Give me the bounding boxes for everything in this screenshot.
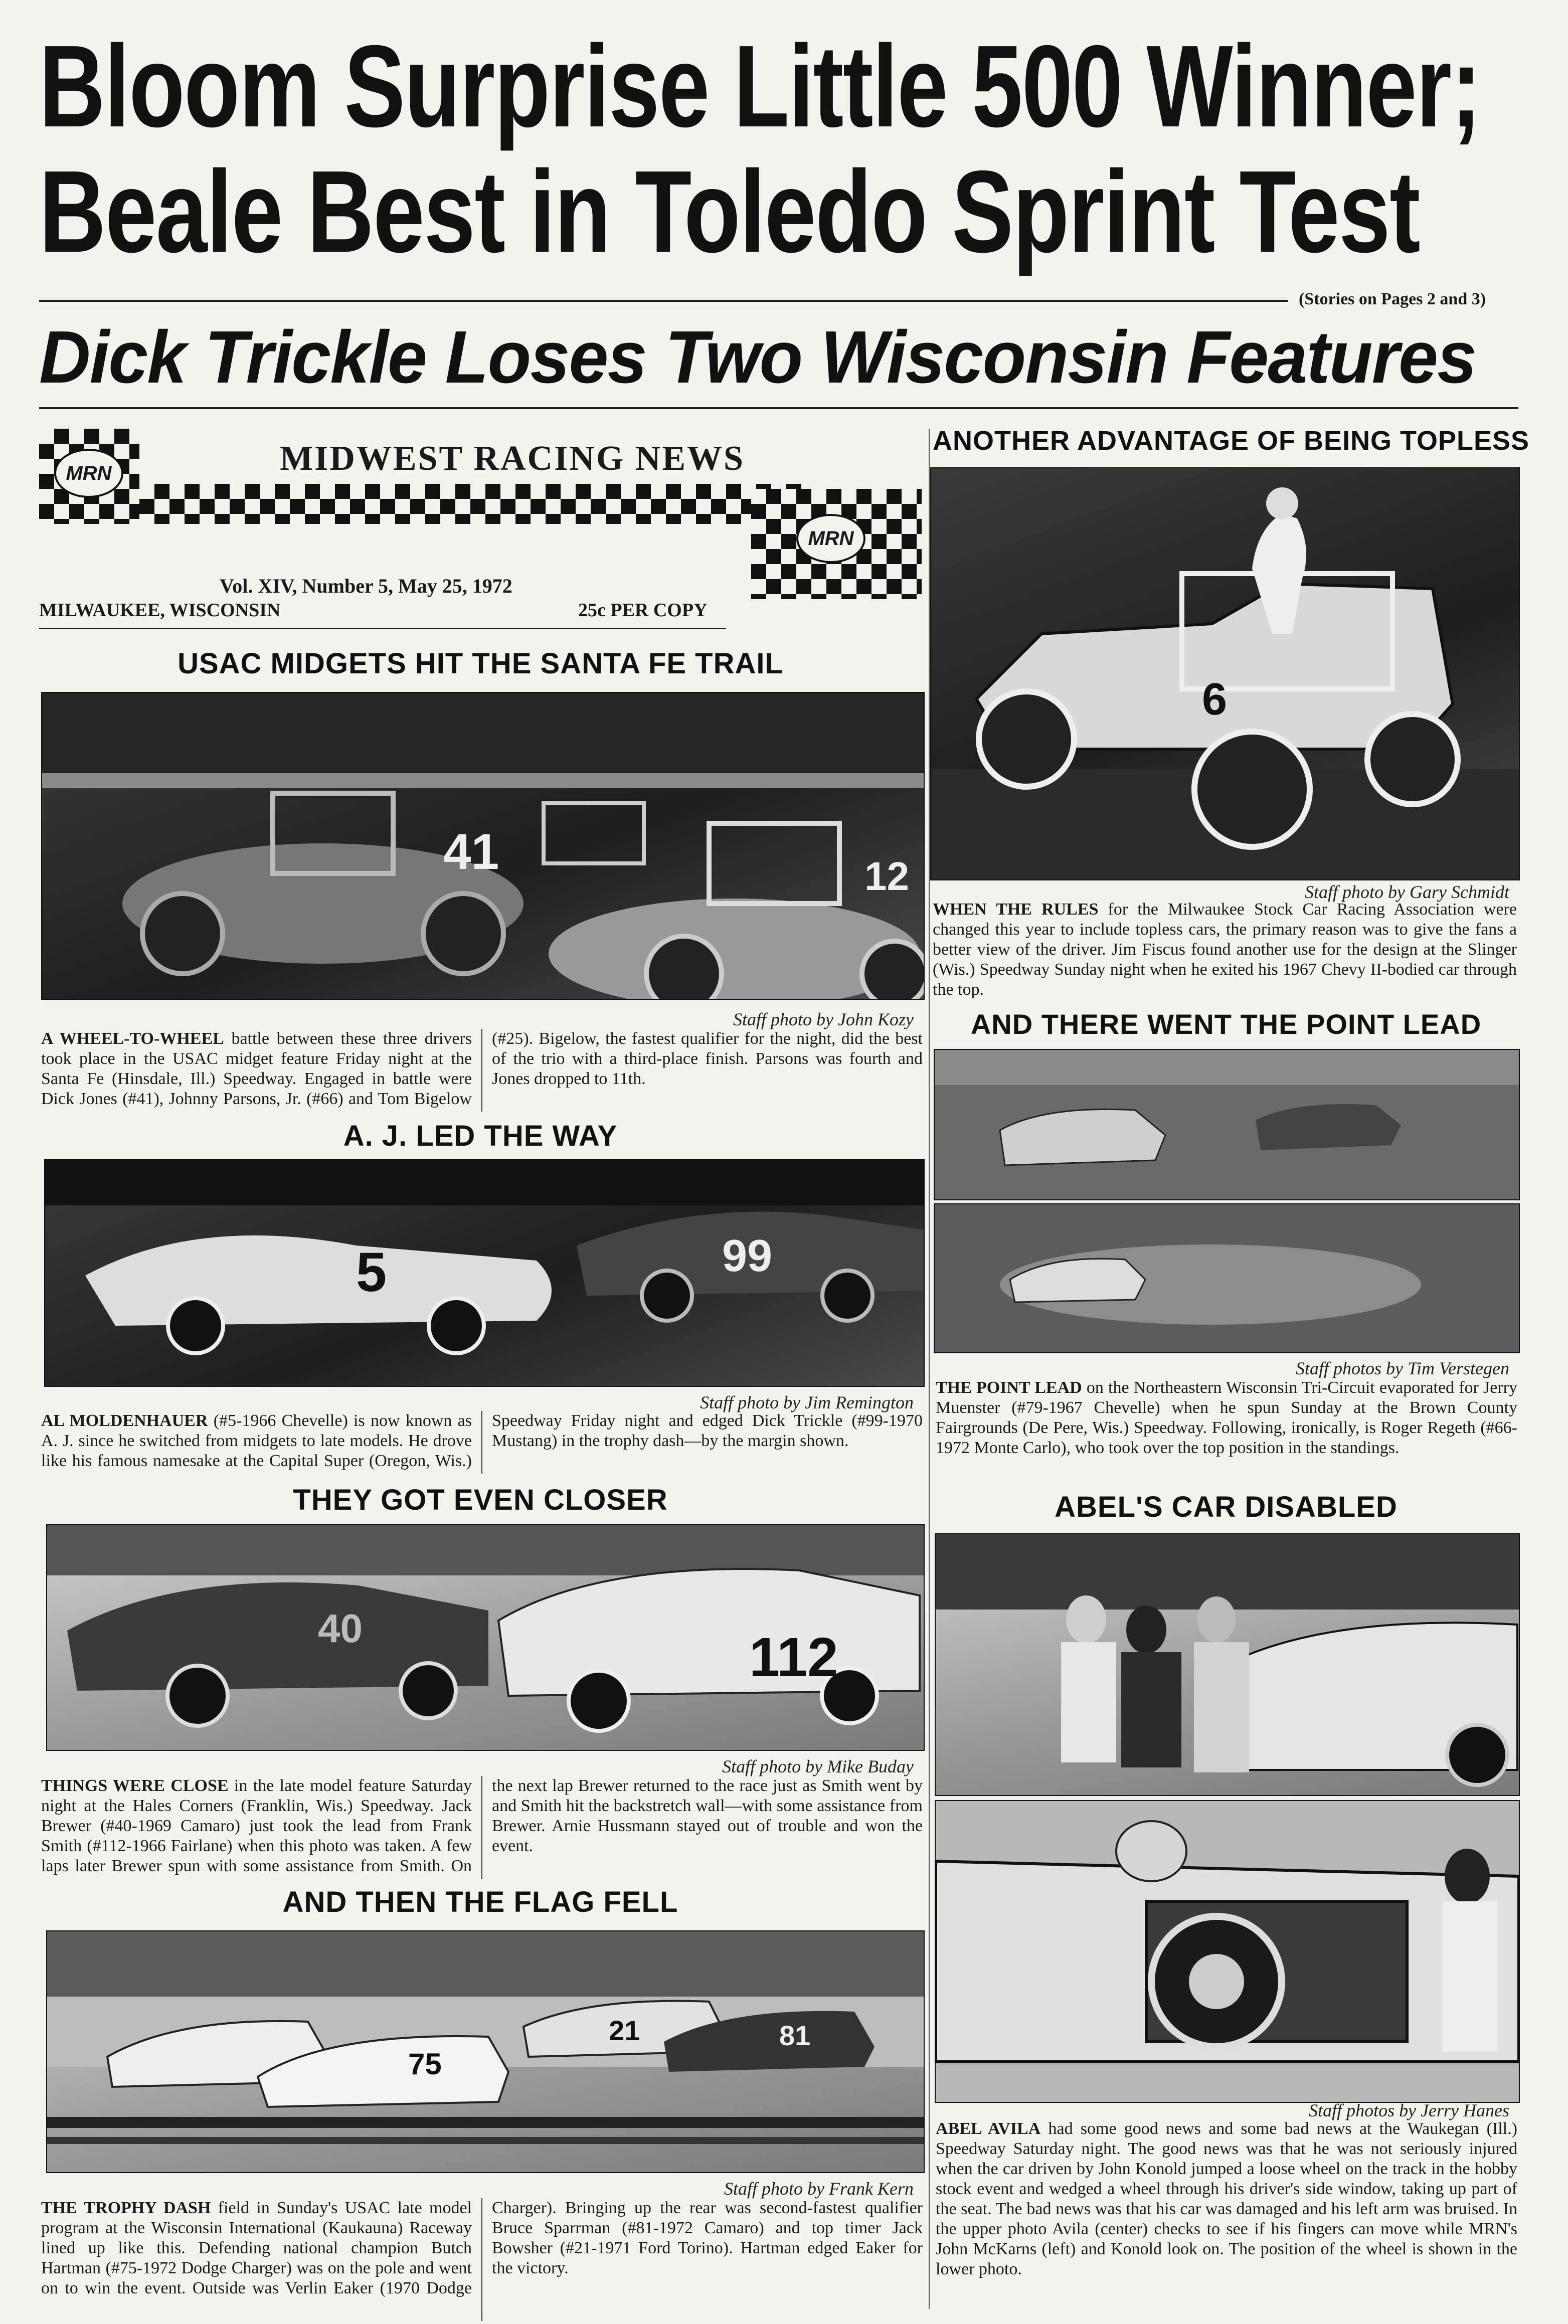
subhead-rule — [39, 407, 1518, 409]
car-number-6: 6 — [1202, 674, 1228, 725]
car-number-99: 99 — [722, 1231, 773, 1281]
car-number-112: 112 — [749, 1627, 838, 1688]
column-divider — [929, 429, 930, 2309]
late-model-cars-illustration — [45, 1160, 924, 1386]
credit-topless: Staff photo by Gary Schmidt — [1305, 882, 1509, 902]
caption-text: (#5-1966 Chevelle) is now known as A. J. since he switched from midgets to late models. He drove like his famous namesake at the Capital Super (Oregon, Wis.) Speedway Friday night and edged Dick Trickle (#99-1970 Mustang) in the trophy dash—by the margin shown. — [41, 1411, 923, 1470]
caption-lead: THE POINT LEAD — [936, 1378, 1082, 1397]
headline-line-1: Bloom Surprise Little 500 Winner; — [39, 22, 1481, 152]
credit-aj: Staff photo by Jim Remington — [700, 1392, 914, 1412]
masthead-volume: Vol. XIV, Number 5, May 25, 1972 — [220, 575, 512, 597]
car-number-75: 75 — [408, 2047, 442, 2081]
credit-santa-fe: Staff photo by John Kozy — [733, 1009, 914, 1029]
trophy-dash-illustration — [47, 1931, 924, 2172]
masthead-price: 25c PER COPY — [578, 600, 708, 621]
section-title-aj: A. J. LED THE WAY — [343, 1120, 618, 1152]
caption-lead: AL MOLDENHAUER — [41, 1411, 208, 1430]
section-title-topless: ANOTHER ADVANTAGE OF BEING TOPLESS — [933, 426, 1530, 456]
photo-point-lead-top — [934, 1049, 1520, 1200]
wheel-in-window-illustration — [936, 1801, 1519, 2102]
car-number-5: 5 — [356, 1241, 387, 1303]
caption-flag — [41, 2198, 923, 2321]
masthead-logo-right — [796, 514, 865, 563]
caption-text: field in Sunday's USAC late model program at the Wisconsin International (Kaukauna) Raceway lined up like this. Defending national champion Butch Hartman (#75-1972 Dodge Charger) was on the pole and went on to win the event. Outside was Verlin Eaker (1970 Dodge Charger). Bringing up the rear was second-fastest qualifier Bruce Sparrman (#81-1972 Camaro) and top timer Jack Bowsher (#21-1971 Ford Torino). Hartman edged Eaker for the victory. — [41, 2199, 923, 2297]
car-number-41: 41 — [443, 824, 499, 880]
stories-reference: (Stories on Pages 2 and 3) — [1299, 290, 1486, 308]
photo-abel-bottom — [935, 1800, 1520, 2103]
car-number-81: 81 — [779, 2020, 811, 2051]
headline-rule — [39, 300, 1288, 302]
photo-point-lead-bottom — [934, 1203, 1520, 1353]
caption-lead: ABEL AVILA — [936, 2119, 1041, 2138]
caption-text: in the late model feature Saturday night at the Hales Corners (Franklin, Wis.) Speedway. Jack Brewer (#40-1969 Camaro) just took the lead from Frank Smith (#112-1966 Fairlane) when this photo was taken. A few laps later Brewer spun with some assistance from Smith. On the next lap Brewer returned to the race just as Smith went by and Smith hit the backstretch wall—with some assistance from Brewer. Arnie Hussmann stayed out of trouble and won the event. — [41, 1776, 923, 1875]
caption-closer — [41, 1776, 923, 1879]
caption-lead: THE TROPHY DASH — [41, 2199, 211, 2217]
caption-lead: WHEN THE RULES — [933, 900, 1099, 919]
car-number-12: 12 — [864, 854, 909, 899]
spin-cars-illustration — [935, 1050, 1519, 1199]
masthead-logo-left — [54, 449, 123, 498]
credit-point-lead: Staff photos by Tim Verstegen — [1296, 1358, 1509, 1378]
subhead: Dick Trickle Loses Two Wisconsin Features — [39, 316, 1476, 399]
caption-text: on the Northeastern Wisconsin Tri-Circuit evaporated for Jerry Muenster (#79-1967 Chevelle) when he spun Sunday at the Brown County Fairgrounds (De Pere, Wis.) Speedway. Following, ironically, is Roger Regeth (#66-1972 Monte Carlo), who took over the top position in the standings. — [936, 1378, 1518, 1457]
caption-point-lead — [936, 1378, 1517, 1478]
credit-closer: Staff photo by Mike Buday — [722, 1756, 914, 1776]
car-number-40: 40 — [318, 1606, 363, 1651]
credit-abel: Staff photos by Jerry Hanes — [1309, 2100, 1509, 2120]
masthead-rule — [39, 628, 726, 629]
photo-abel-top — [935, 1533, 1520, 1796]
section-title-flag: AND THEN THE FLAG FELL — [282, 1886, 678, 1918]
section-title-point-lead: AND THERE WENT THE POINT LEAD — [970, 1008, 1482, 1040]
inspection-illustration — [936, 1534, 1519, 1795]
photo-closer — [46, 1524, 925, 1751]
car-number-21: 21 — [609, 2015, 640, 2046]
caption-abel — [936, 2119, 1517, 2319]
photo-santa-fe — [41, 692, 925, 1000]
caption-aj — [41, 1411, 923, 1474]
dust-cloud-illustration — [935, 1204, 1519, 1352]
masthead-logo-text: MRN — [808, 527, 854, 550]
photo-flag — [46, 1930, 925, 2173]
masthead-logo-text: MRN — [66, 462, 112, 484]
caption-santa-fe — [41, 1029, 923, 1112]
section-title-santa-fe: USAC MIDGETS HIT THE SANTA FE TRAIL — [178, 647, 783, 680]
caption-text: for the Milwaukee Stock Car Racing Association were changed this year to include topless cars, the primary reason was to give the fans a better view of the driver. Jim Fiscus found another use for the design at the Slinger (Wis.) Speedway Sunday night when he exited his 1967 Chevy II-bodied car through the top. — [933, 900, 1517, 999]
caption-lead: THINGS WERE CLOSE — [41, 1776, 229, 1795]
masthead — [39, 429, 922, 634]
caption-topless — [933, 900, 1517, 1000]
caption-lead: A WHEEL-TO-WHEEL — [41, 1029, 224, 1048]
masthead-checker-band — [139, 484, 806, 524]
section-title-abel: ABEL'S CAR DISABLED — [1055, 1491, 1398, 1523]
photo-aj — [44, 1159, 925, 1387]
photo-topless — [930, 467, 1520, 880]
section-title-closer: THEY GOT EVEN CLOSER — [293, 1484, 668, 1516]
headline-line-2: Beale Best in Toledo Sprint Test — [39, 147, 1420, 277]
credit-flag: Staff photo by Frank Kern — [724, 2179, 914, 2199]
masthead-name: MIDWEST RACING NEWS — [280, 439, 745, 478]
caption-text: battle between these three drivers took place in the USAC midget feature Friday night at the Santa Fe (Hinsdale, Ill.) Speedway. Engaged in battle were Dick Jones (#41), Johnny Parsons, Jr. (#66) and Tom Bigelow (#25). Bigelow, the fastest qualifier for the night, did the best of the trio with a third-place finish. Parsons was fourth and Jones dropped to 11th. — [41, 1029, 923, 1108]
masthead-city: MILWAUKEE, WISCONSIN — [39, 600, 281, 621]
caption-text: had some good news and some bad news at the Waukegan (Ill.) Speedway Saturday night. The good news was that he was not seriously injured when the car driven by John Konold jumped a loose wheel on the track in the hobby stock event and wedged a wheel through his driver's side window, taking up part of the seat. The bad news was that his car was damaged and his left arm was bruised. In the upper photo Avila (center) checks to see if his fingers can move while MRN's John McKarns (left) and Konold look on. The position of the wheel is shown in the lower photo. — [936, 2119, 1517, 2278]
